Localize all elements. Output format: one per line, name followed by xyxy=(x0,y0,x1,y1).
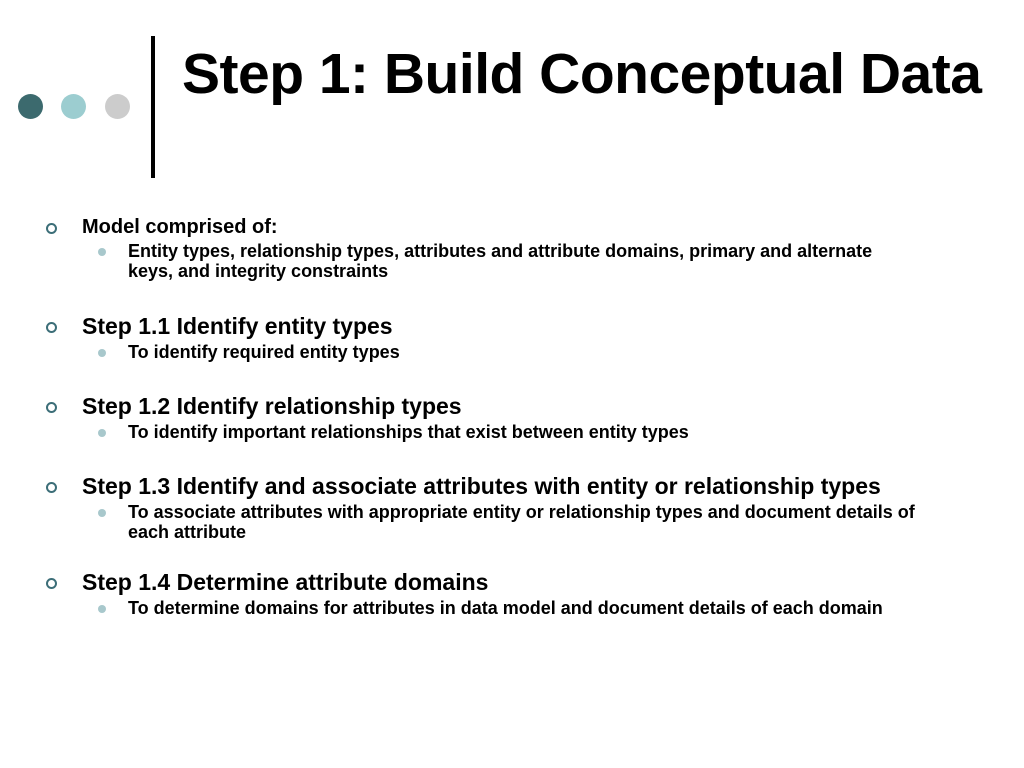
outline-item-text: Step 1.1 Identify entity types xyxy=(82,313,393,339)
outline-subitem-text: Entity types, relationship types, attributes and attribute domains, primary and alternate keys, and integrity constraints xyxy=(128,241,873,281)
level2-bullet-icon xyxy=(98,349,106,357)
outline-subitem-text: To associate attributes with appropriate entity or relationship types and document details of each attribute xyxy=(128,502,915,542)
level1-bullet-icon xyxy=(46,482,57,493)
outline-item-text: Step 1.4 Determine attribute domains xyxy=(82,569,489,595)
outline-item-text: Step 1.2 Identify relationship types xyxy=(82,393,462,419)
level1-bullet-icon xyxy=(46,322,57,333)
level1-bullet-icon xyxy=(46,578,57,589)
level1-bullet-icon xyxy=(46,223,57,234)
level2-bullet-icon xyxy=(98,605,106,613)
outline-subitem-text: To determine domains for attributes in data model and document details of each domain xyxy=(128,598,883,618)
level1-bullet-icon xyxy=(46,402,57,413)
outline-item-text: Step 1.3 Identify and associate attributes with entity or relationship types xyxy=(82,473,881,499)
outline-subitem-text: To identify required entity types xyxy=(128,342,400,362)
level2-bullet-icon xyxy=(98,509,106,517)
level2-bullet-icon xyxy=(98,429,106,437)
level2-bullet-icon xyxy=(98,248,106,256)
slide-title: Step 1: Build Conceptual Data xyxy=(182,42,982,106)
outline-item-text: Model comprised of: xyxy=(82,216,278,238)
outline-subitem-text: To identify important relationships that exist between entity types xyxy=(128,422,689,442)
